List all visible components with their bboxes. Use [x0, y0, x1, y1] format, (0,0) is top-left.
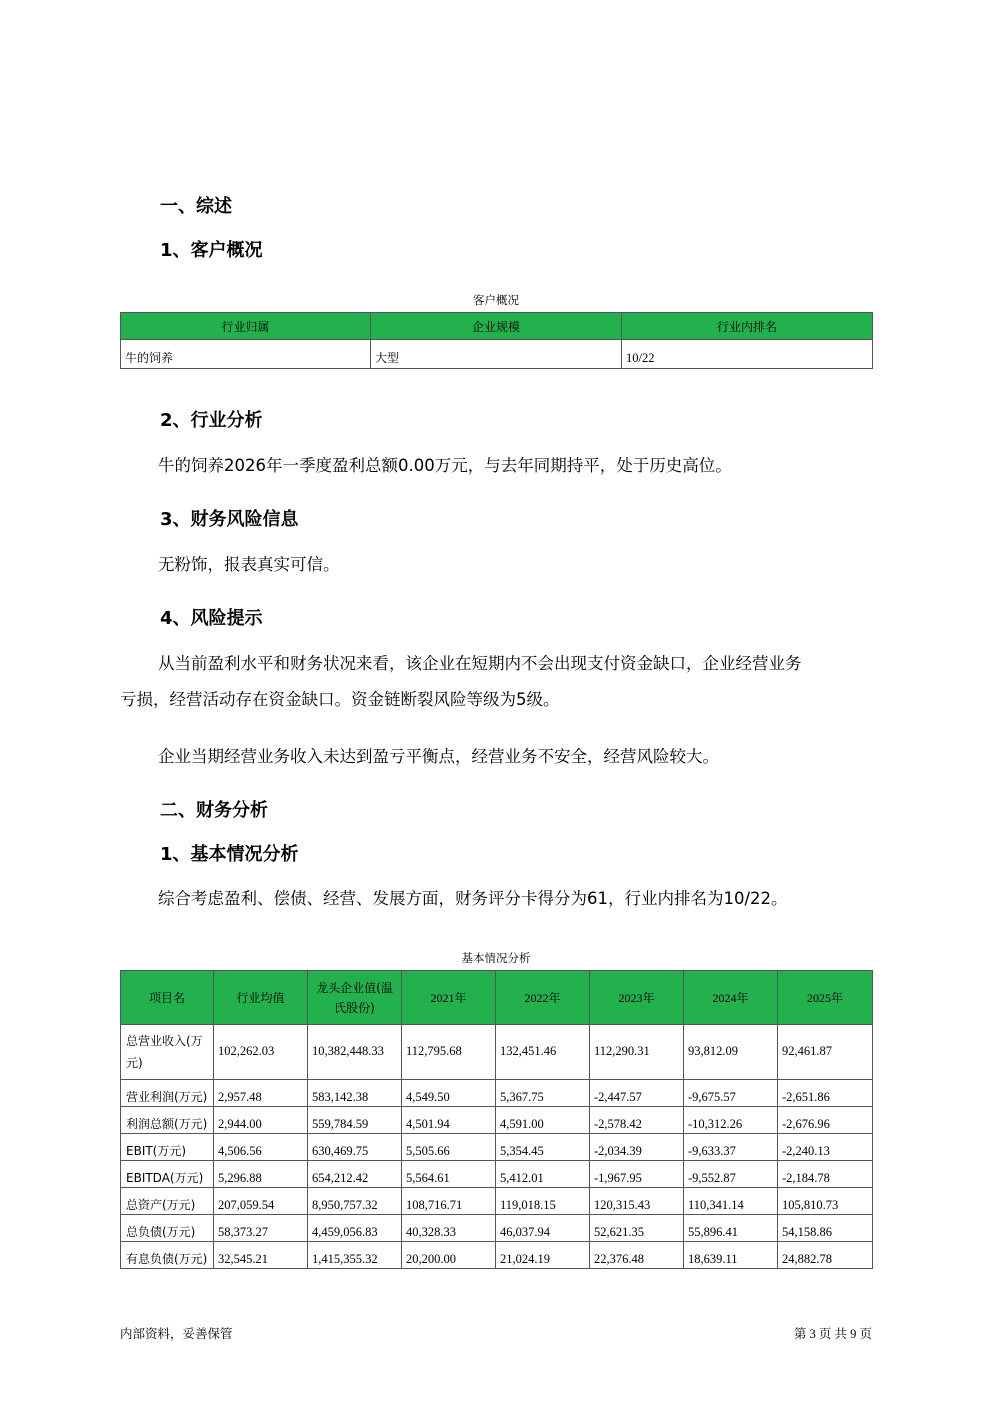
- table-cell: 108,716.71: [402, 1188, 496, 1215]
- table-cell: 1,415,355.32: [308, 1242, 402, 1269]
- table-row: [121, 340, 873, 369]
- table-cell: 102,262.03: [214, 1025, 308, 1080]
- table-cell: 120,315.43: [590, 1188, 684, 1215]
- overview-table-caption: 客户概况: [473, 293, 519, 307]
- subsection-title-industry: 2、行业分析: [160, 410, 263, 431]
- table-cell: 654,212.42: [308, 1161, 402, 1188]
- row-label: 总资产(万元): [121, 1188, 214, 1215]
- header-industry-avg: 行业均值: [214, 971, 308, 1025]
- row-label: 总负债(万元): [121, 1215, 214, 1242]
- table-cell: 93,812.09: [684, 1025, 778, 1080]
- table-cell: 5,354.45: [496, 1134, 590, 1161]
- table-cell: -2,447.57: [590, 1080, 684, 1107]
- risk-warning-text-line2: 亏损，经营活动存在资金缺口。资金链断裂风险等级为5级。: [120, 690, 560, 709]
- table-cell: 5,367.75: [496, 1080, 590, 1107]
- table-row: [121, 1134, 873, 1161]
- table-cell: 5,296.88: [214, 1161, 308, 1188]
- row-label: 利润总额(万元): [121, 1107, 214, 1134]
- risk-info-text: 无粉饰，报表真实可信。: [158, 555, 340, 574]
- table-cell: 4,591.00: [496, 1107, 590, 1134]
- footer-confidential: 内部资料，妥善保管: [120, 1326, 233, 1341]
- header-2023: 2023年: [590, 971, 684, 1025]
- table-cell: -1,967.95: [590, 1161, 684, 1188]
- table-cell: 112,290.31: [590, 1025, 684, 1080]
- table-cell: 4,549.50: [402, 1080, 496, 1107]
- table-cell: 58,373.27: [214, 1215, 308, 1242]
- table-cell: 583,142.38: [308, 1080, 402, 1107]
- table-cell: 18,639.11: [684, 1242, 778, 1269]
- table-cell: -9,633.37: [684, 1134, 778, 1161]
- table-cell: 10,382,448.33: [308, 1025, 402, 1080]
- table-cell: 4,501.94: [402, 1107, 496, 1134]
- subsection-title-risk-info: 3、财务风险信息: [160, 509, 299, 530]
- header-2021: 2021年: [402, 971, 496, 1025]
- table-cell: 207,059.54: [214, 1188, 308, 1215]
- cell-industry: 牛的饲养: [121, 340, 371, 369]
- table-row: [121, 1025, 873, 1080]
- industry-analysis-text: 牛的饲养2026年一季度盈利总额0.00万元，与去年同期持平，处于历史高位。: [158, 456, 732, 475]
- table-cell: -9,552.87: [684, 1161, 778, 1188]
- section-title-financial: 二、财务分析: [160, 800, 268, 821]
- section-title-overview: 一、综述: [160, 196, 232, 217]
- row-label: EBIT(万元): [121, 1134, 214, 1161]
- header-rank: 行业内排名: [622, 313, 873, 340]
- table-cell: 630,469.75: [308, 1134, 402, 1161]
- header-2022: 2022年: [496, 971, 590, 1025]
- table-cell: 55,896.41: [684, 1215, 778, 1242]
- table-cell: 4,459,056.83: [308, 1215, 402, 1242]
- table-cell: -10,312.26: [684, 1107, 778, 1134]
- table-cell: 20,200.00: [402, 1242, 496, 1269]
- table-cell: 46,037.94: [496, 1215, 590, 1242]
- table-row: [121, 1161, 873, 1188]
- subsection-title-customer: 1、客户概况: [160, 240, 263, 261]
- row-label: EBITDA(万元): [121, 1161, 214, 1188]
- table-cell: 112,795.68: [402, 1025, 496, 1080]
- header-scale: 企业规模: [371, 313, 622, 340]
- table-row: [121, 1215, 873, 1242]
- table-cell: -2,676.96: [778, 1107, 873, 1134]
- basic-analysis-text: 综合考虑盈利、偿债、经营、发展方面，财务评分卡得分为61，行业内排名为10/22。: [158, 889, 788, 908]
- table-cell: 24,882.78: [778, 1242, 873, 1269]
- table-cell: 119,018.15: [496, 1188, 590, 1215]
- table-cell: -2,240.13: [778, 1134, 873, 1161]
- table-cell: 2,957.48: [214, 1080, 308, 1107]
- table-cell: 8,950,757.32: [308, 1188, 402, 1215]
- row-label: 营业利润(万元): [121, 1080, 214, 1107]
- header-leader: 龙头企业值(温氏股份): [308, 971, 402, 1025]
- table-cell: -2,651.86: [778, 1080, 873, 1107]
- table-cell: 4,506.56: [214, 1134, 308, 1161]
- cell-scale: 大型: [371, 340, 622, 369]
- risk-warning-text2: 企业当期经营业务收入未达到盈亏平衡点，经营业务不安全，经营风险较大。: [158, 747, 719, 766]
- overview-table: [120, 312, 873, 369]
- table-cell: 559,784.59: [308, 1107, 402, 1134]
- row-label: 有息负债(万元): [121, 1242, 214, 1269]
- header-2024: 2024年: [684, 971, 778, 1025]
- table-cell: 5,505.66: [402, 1134, 496, 1161]
- table-cell: 54,158.86: [778, 1215, 873, 1242]
- basic-analysis-table: [120, 970, 873, 1269]
- table-cell: -2,184.78: [778, 1161, 873, 1188]
- footer-page-number: 第 3 页 共 9 页: [793, 1327, 872, 1341]
- table-cell: 40,328.33: [402, 1215, 496, 1242]
- table-cell: 92,461.87: [778, 1025, 873, 1080]
- table-row: [121, 1080, 873, 1107]
- subsection-title-basic: 1、基本情况分析: [160, 844, 299, 865]
- cell-rank: 10/22: [622, 340, 873, 369]
- table-cell: 32,545.21: [214, 1242, 308, 1269]
- risk-warning-text-line1: 从当前盈利水平和财务状况来看，该企业在短期内不会出现支付资金缺口，企业经营业务: [158, 654, 802, 673]
- table-cell: -2,034.39: [590, 1134, 684, 1161]
- table-cell: 132,451.46: [496, 1025, 590, 1080]
- header-industry: 行业归属: [121, 313, 371, 340]
- table-cell: -9,675.57: [684, 1080, 778, 1107]
- table-cell: 105,810.73: [778, 1188, 873, 1215]
- table-cell: 22,376.48: [590, 1242, 684, 1269]
- table-cell: 5,412.01: [496, 1161, 590, 1188]
- table-row: [121, 1107, 873, 1134]
- row-label: 总营业收入(万元): [121, 1025, 214, 1080]
- table-cell: 21,024.19: [496, 1242, 590, 1269]
- table-cell: 110,341.14: [684, 1188, 778, 1215]
- table-cell: 5,564.61: [402, 1161, 496, 1188]
- table-cell: 2,944.00: [214, 1107, 308, 1134]
- header-2025: 2025年: [778, 971, 873, 1025]
- table-cell: -2,578.42: [590, 1107, 684, 1134]
- table-cell: 52,621.35: [590, 1215, 684, 1242]
- table-row: [121, 1242, 873, 1269]
- subsection-title-risk-warning: 4、风险提示: [160, 608, 263, 629]
- table-row: [121, 1188, 873, 1215]
- basic-table-caption: 基本情况分析: [461, 951, 531, 965]
- header-item: 项目名: [121, 971, 214, 1025]
